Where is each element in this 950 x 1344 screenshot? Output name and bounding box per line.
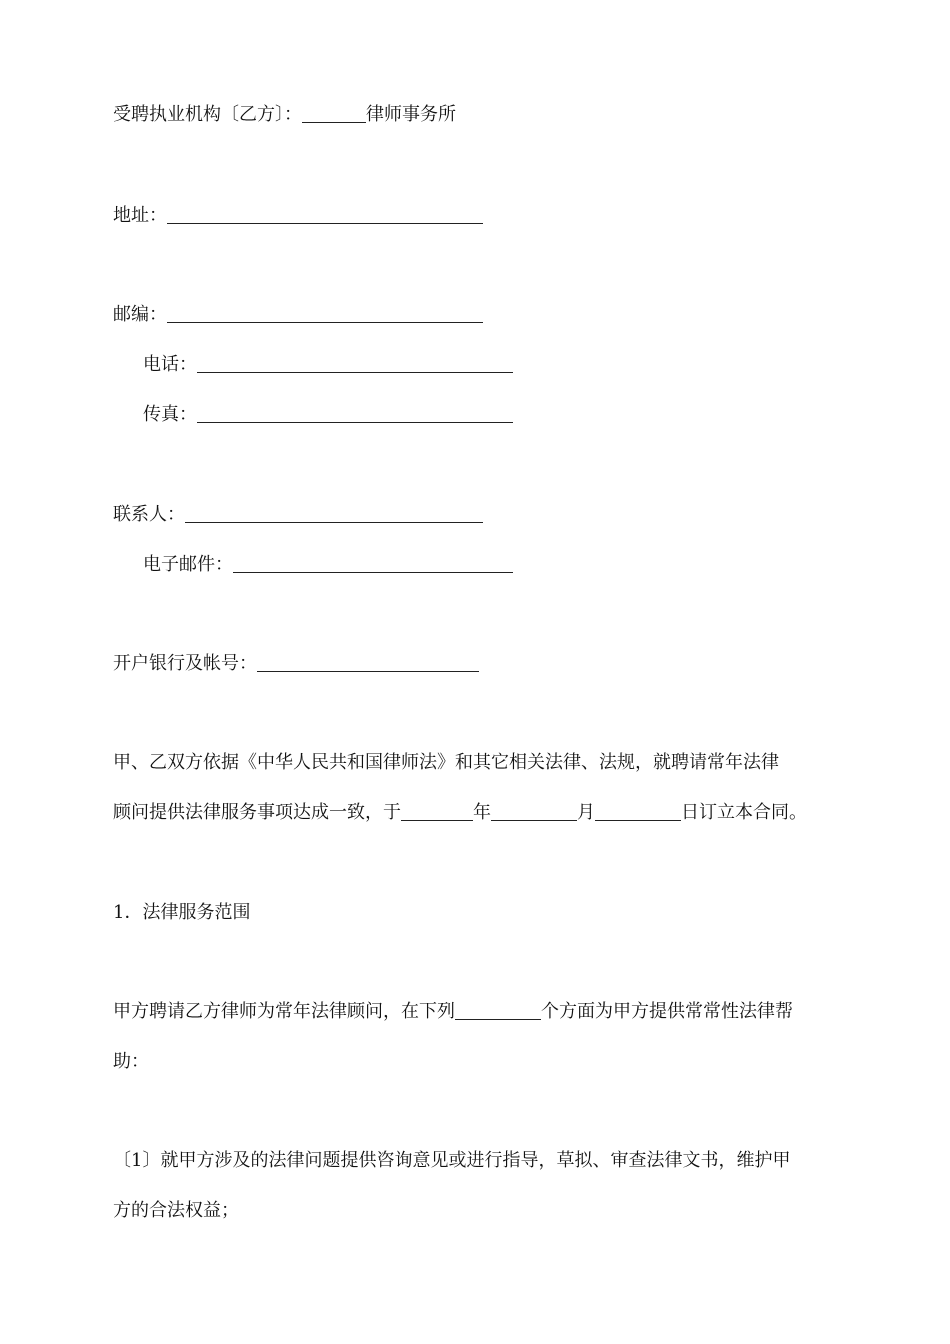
intro-prefix: 顾问提供法律服务事项达成一致，于 bbox=[113, 802, 401, 823]
bank-line bbox=[113, 652, 479, 676]
section-1-para-suffix: 个方面为甲方提供常常性法律帮 bbox=[541, 1001, 793, 1022]
fax-label: 传真： bbox=[143, 404, 197, 425]
intro-line-2 bbox=[113, 801, 807, 825]
contact-label: 联系人： bbox=[113, 504, 185, 525]
fax-line bbox=[143, 403, 513, 427]
email-blank[interactable] bbox=[233, 554, 513, 573]
bank-label: 开户银行及帐号： bbox=[113, 653, 257, 674]
year-label: 年 bbox=[473, 802, 491, 823]
item-1-line-1: 〔1〕就甲方涉及的法律问题提供咨询意见或进行指导，草拟、审查法律文书，维护甲 bbox=[113, 1150, 791, 1171]
section-1-para-prefix: 甲方聘请乙方律师为常年法律顾问，在下列 bbox=[113, 1001, 455, 1022]
phone-line bbox=[143, 353, 513, 377]
postcode-label: 邮编： bbox=[113, 304, 167, 325]
aspects-count-blank[interactable] bbox=[455, 1001, 541, 1020]
phone-blank[interactable] bbox=[197, 354, 513, 373]
address-blank[interactable] bbox=[167, 205, 483, 224]
year-blank[interactable] bbox=[401, 802, 473, 821]
contact-line bbox=[113, 503, 483, 527]
party-b-suffix: 律师事务所 bbox=[366, 104, 456, 125]
fax-blank[interactable] bbox=[197, 404, 513, 423]
contact-blank[interactable] bbox=[185, 504, 483, 523]
section-1-heading: 1．法律服务范围 bbox=[113, 902, 251, 923]
email-label: 电子邮件： bbox=[143, 554, 233, 575]
day-blank[interactable] bbox=[595, 802, 681, 821]
phone-label: 电话： bbox=[143, 354, 197, 375]
address-label: 地址： bbox=[113, 205, 167, 226]
section-1-para-line-2: 助： bbox=[113, 1051, 149, 1072]
party-b-line bbox=[113, 103, 456, 127]
party-b-label: 受聘执业机构〔乙方〕： bbox=[113, 104, 302, 125]
email-line bbox=[143, 553, 513, 577]
bank-blank[interactable] bbox=[257, 653, 479, 672]
section-1-para-line-1 bbox=[113, 1000, 793, 1024]
address-line bbox=[113, 204, 483, 228]
month-blank[interactable] bbox=[491, 802, 577, 821]
month-label: 月 bbox=[577, 802, 595, 823]
postcode-blank[interactable] bbox=[167, 304, 483, 323]
item-1-line-2: 方的合法权益； bbox=[113, 1200, 239, 1221]
firm-name-blank[interactable] bbox=[302, 104, 366, 123]
postcode-line bbox=[113, 303, 483, 327]
day-suffix: 日订立本合同。 bbox=[681, 802, 807, 823]
intro-line-1: 甲、乙双方依据《中华人民共和国律师法》和其它相关法律、法规，就聘请常年法律 bbox=[113, 752, 779, 773]
